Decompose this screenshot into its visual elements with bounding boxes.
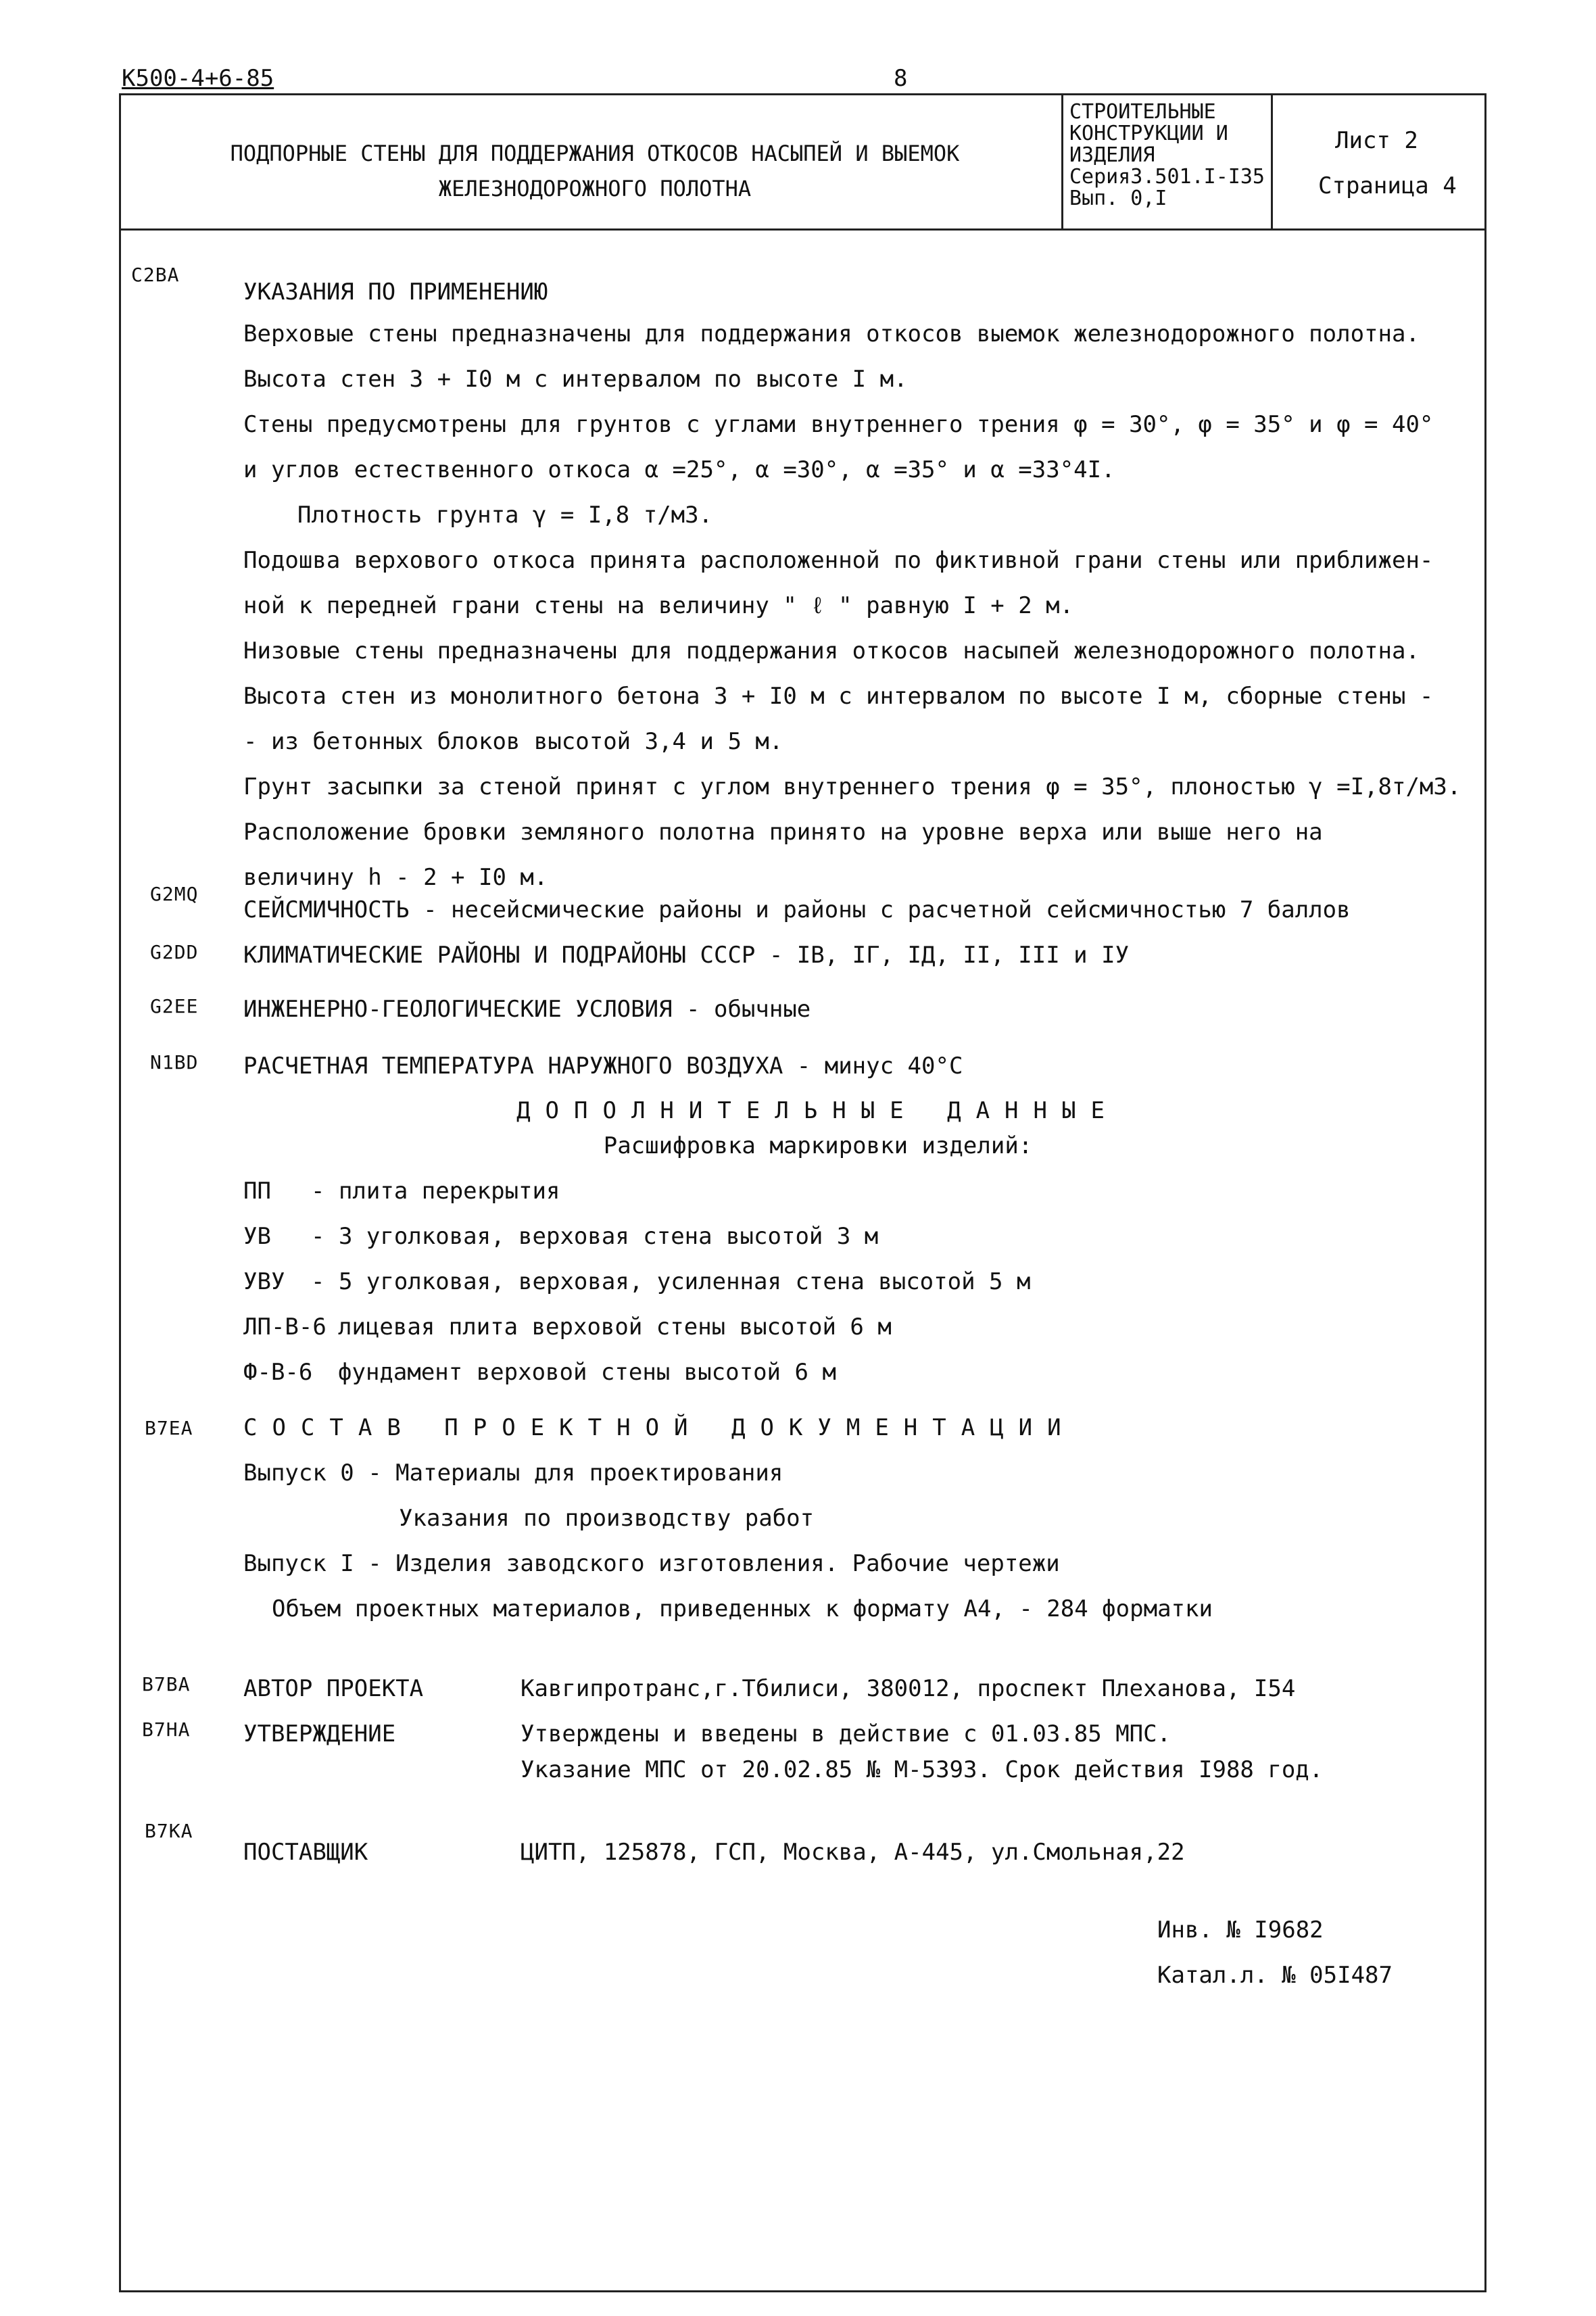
composition-line-3: Выпуск I - Изделия заводского изготовления. Рабочие чертежи <box>243 1550 1060 1577</box>
usage-line-13: величину h - 2 + I0 м. <box>243 864 548 891</box>
header-divider <box>119 228 1486 231</box>
code-n1bd: N1BD <box>150 1051 199 1073</box>
usage-line-7: ной к передней грани стены на величину " ℓ " равную I + 2 м. <box>243 592 1074 619</box>
approval-line-2: Указание МПС от 20.02.85 № М-5393. Срок действия I988 год. <box>521 1756 1324 1783</box>
marking-code-4: ЛП-В-6 <box>243 1313 327 1341</box>
code-g2dd: G2DD <box>150 941 199 963</box>
usage-heading: УКАЗАНИЯ ПО ПРИМЕНЕНИЮ <box>243 279 548 306</box>
approval-line-1: Утверждены и введены в действие с 01.03.85 МПС. <box>521 1720 1171 1747</box>
marking-code-3: УВУ <box>243 1268 285 1295</box>
issue-number: Вып. 0,I <box>1069 187 1167 210</box>
code-b7ba: B7BA <box>142 1673 191 1695</box>
doc-code: К500-4+6-85 <box>122 65 274 92</box>
code-c2ba: C2BA <box>131 264 180 286</box>
usage-line-4: и углов естественного откоса α =25°, α =30°, α =35° и α =33°4I. <box>243 456 1115 483</box>
code-g2ee: G2EE <box>150 995 199 1017</box>
usage-line-5: Плотность грунта γ = I,8 т/м3. <box>297 502 713 529</box>
supplier-value: ЦИТП, 125878, ГСП, Москва, А-445, ул.Смольная,22 <box>521 1839 1185 1866</box>
catalog-number: Катал.л. № 05I487 <box>1157 1962 1393 1989</box>
composition-heading: СОСТАВ ПРОЕКТНОЙ ДОКУМЕНТАЦИИ <box>243 1414 1076 1441</box>
code-g2mq: G2MQ <box>150 883 199 905</box>
category-line3: ИЗДЕЛИЯ <box>1069 143 1155 167</box>
marking-desc-5: фундамент верховой стены высотой 6 м <box>338 1359 836 1386</box>
marking-desc-2: - 3 уголковая, верховая стена высотой 3 м <box>311 1223 879 1250</box>
marking-code-5: Ф-В-6 <box>243 1359 313 1386</box>
marking-code-2: УВ <box>243 1223 271 1250</box>
usage-line-8: Низовые стены предназначены для поддержания откосов насыпей железнодорожного полотна. <box>243 637 1420 665</box>
usage-line-2: Высота стен 3 + I0 м с интервалом по высоте I м. <box>243 366 908 393</box>
author-label: АВТОР ПРОЕКТА <box>243 1675 424 1702</box>
page-number: 8 <box>894 65 908 92</box>
usage-line-12: Расположение бровки земляного полотна принято на уровне верха или выше него на <box>243 819 1323 846</box>
approval-label: УТВЕРЖДЕНИЕ <box>243 1720 396 1747</box>
sheet-number: Лист 2 <box>1335 127 1418 154</box>
header-category <box>1069 101 1265 210</box>
usage-line-6: Подошва верхового откоса принята расположенной по фиктивной грани стены или приближен- <box>243 547 1434 574</box>
header-col-divider-2 <box>1271 93 1273 230</box>
series-code: Серия3.501.I-I35 <box>1069 165 1265 189</box>
marking-code-1: ПП <box>243 1178 271 1205</box>
usage-line-9: Высота стен из монолитного бетона 3 + I0 м с интервалом по высоте I м, сборные стены - <box>243 683 1434 710</box>
marking-desc-1: - плита перекрытия <box>311 1178 560 1205</box>
author-value: Кавгипротранс,г.Тбилиси, 380012, проспект Плеханова, I54 <box>521 1675 1296 1702</box>
code-b7ea: B7EA <box>145 1417 193 1439</box>
code-b7ka: B7KA <box>145 1820 193 1842</box>
marking-desc-4: лицевая плита верховой стены высотой 6 м <box>338 1313 892 1341</box>
marking-desc-3: - 5 уголковая, верховая, усиленная стена высотой 5 м <box>311 1268 1031 1295</box>
usage-line-3: Стены предусмотрены для грунтов с углами внутреннего трения φ = 30°, φ = 35° и φ = 40° <box>243 411 1434 438</box>
usage-line-1: Верховые стены предназначены для поддержания откосов выемок железнодорожного полотна. <box>243 320 1420 347</box>
composition-line-4: Объем проектных материалов, приведенных к формату А4, - 284 форматки <box>272 1595 1213 1622</box>
usage-line-11: Грунт засыпки за стеной принят с углом внутреннего трения φ = 35°, плоностью γ =I,8т/м3. <box>243 773 1461 800</box>
seismic-line: СЕЙСМИЧНОСТЬ - несейсмические районы и районы с расчетной сейсмичностью 7 баллов <box>243 896 1351 923</box>
header-col-divider-1 <box>1061 93 1063 230</box>
geology-line: ИНЖЕНЕРНО-ГЕОЛОГИЧЕСКИЕ УСЛОВИЯ - обычные <box>243 996 811 1023</box>
supplier-label: ПОСТАВЩИК <box>243 1839 368 1866</box>
page-label: Страница 4 <box>1318 172 1457 199</box>
climate-line: КЛИМАТИЧЕСКИЕ РАЙОНЫ И ПОДРАЙОНЫ СССР - IВ, IГ, IД, II, III и IУ <box>243 942 1130 969</box>
code-b7ha: B7HA <box>142 1718 191 1741</box>
header-title-line2: ЖЕЛЕЗНОДОРОЖНОГО ПОЛОТНА <box>438 176 752 201</box>
temperature-line: РАСЧЕТНАЯ ТЕМПЕРАТУРА НАРУЖНОГО ВОЗДУХА - минус 40°С <box>243 1053 963 1080</box>
category-line2: КОНСТРУКЦИИ И <box>1069 122 1228 145</box>
composition-line-2: Указания по производству работ <box>399 1505 815 1532</box>
additional-heading: ДОПОЛНИТЕЛЬНЫЕ ДАННЫЕ <box>516 1097 1119 1124</box>
header-title-line1: ПОДПОРНЫЕ СТЕНЫ ДЛЯ ПОДДЕРЖАНИЯ ОТКОСОВ НАСЫПЕЙ И ВЫЕМОК <box>230 141 960 166</box>
usage-line-10: - из бетонных блоков высотой 3,4 и 5 м. <box>243 728 783 755</box>
composition-line-1: Выпуск 0 - Материалы для проектирования <box>243 1459 783 1487</box>
additional-subheading: Расшифровка маркировки изделий: <box>603 1132 1033 1159</box>
category-line1: СТРОИТЕЛЬНЫЕ <box>1069 100 1216 124</box>
inventory-number: Инв. № I9682 <box>1157 1916 1324 1944</box>
